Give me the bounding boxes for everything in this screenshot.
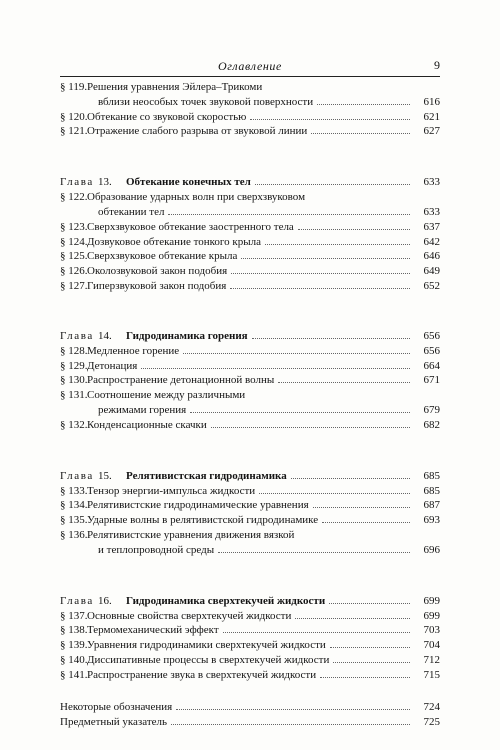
- back-matter-title: Предметный указатель: [60, 716, 168, 728]
- toc-entry-line: [60, 387, 440, 403]
- section-number: § 135.: [60, 514, 88, 526]
- leader-dots: [265, 244, 410, 245]
- section-title-line2: и теплопроводной среды: [98, 544, 215, 556]
- page-number: 685: [423, 485, 440, 497]
- toc-page: [60, 0, 440, 750]
- page-number: 664: [423, 360, 440, 372]
- section-number: § 119.: [60, 81, 88, 93]
- section-title: Ударные волны в релятивистской гидродинамике: [87, 514, 319, 526]
- section-number: § 133.: [60, 485, 88, 497]
- page-number: 712: [423, 654, 440, 666]
- section-number: § 131.: [60, 389, 88, 401]
- section-title-line1: Решения уравнения Эйлера–Трикоми: [87, 81, 263, 93]
- section-title: Сверхзвуковое обтекание крыла: [87, 250, 238, 262]
- leader-dots: [317, 104, 410, 105]
- page-number: 656: [423, 345, 440, 357]
- section-title: Дозвуковое обтекание тонкого крыла: [87, 236, 262, 248]
- leader-dots: [190, 412, 410, 413]
- leader-dots: [230, 288, 410, 289]
- section-title: Сверхзвуковое обтекание заостренного тела: [87, 221, 294, 233]
- leader-dots: [252, 338, 410, 339]
- chapter-entry: [60, 593, 440, 609]
- section-number: § 130.: [60, 374, 88, 386]
- section-title-line1: Образование ударных волн при сверхзвуковом: [87, 191, 306, 203]
- section-title: Термомеханический эффект: [87, 624, 219, 636]
- leader-dots: [231, 273, 410, 274]
- page-number: 652: [423, 280, 440, 292]
- section-title: Конденсационные скачки: [87, 419, 207, 431]
- section-number: § 139.: [60, 639, 88, 651]
- section-title: Распространение детонационной волны: [87, 374, 275, 386]
- section-title: Обтекание со звуковой скоростью: [87, 111, 247, 123]
- chapter-label: Глава: [60, 595, 94, 607]
- section-title-line1: Соотношение между различными: [87, 389, 246, 401]
- section-title: Детонация: [87, 360, 138, 372]
- leader-dots: [330, 647, 410, 648]
- page-number: 725: [423, 716, 440, 728]
- chapter-number: 14.: [98, 330, 112, 342]
- section-title: Релятивистские гидродинамические уравнения: [87, 499, 309, 511]
- page-number: 642: [423, 236, 440, 248]
- leader-dots: [250, 119, 410, 120]
- chapter-label: Глава: [60, 330, 94, 342]
- toc-entry-line: [60, 79, 440, 95]
- toc-entry: [60, 497, 440, 513]
- chapter-number: 13.: [98, 176, 112, 188]
- leader-dots: [176, 709, 410, 710]
- page-number: 671: [423, 374, 440, 386]
- page-number: 621: [423, 111, 440, 123]
- section-title-line1: Релятивистские уравнения движения вязкой: [87, 529, 295, 541]
- toc-entry: [60, 652, 440, 668]
- leader-dots: [241, 258, 410, 259]
- section-number: § 134.: [60, 499, 88, 511]
- leader-dots: [313, 507, 410, 508]
- toc-entry: [60, 622, 440, 638]
- chapter-title: Обтекание конечных тел: [126, 176, 251, 188]
- chapter-number: 16.: [98, 595, 112, 607]
- section-number: § 141.: [60, 669, 88, 681]
- page-number: 679: [423, 404, 440, 416]
- page-number: 646: [423, 250, 440, 262]
- section-number: § 125.: [60, 250, 88, 262]
- leader-dots: [171, 724, 410, 725]
- page-number: 699: [423, 595, 440, 607]
- leader-dots: [255, 184, 410, 185]
- leader-dots: [278, 382, 410, 383]
- toc-entry: [60, 94, 440, 110]
- page-number: 704: [423, 639, 440, 651]
- page-number: 633: [423, 176, 440, 188]
- page-number: 633: [423, 206, 440, 218]
- section-number: § 137.: [60, 610, 88, 622]
- page-number: 693: [423, 514, 440, 526]
- toc-entry: [60, 402, 440, 418]
- page-number: 682: [423, 419, 440, 431]
- section-number: § 140.: [60, 654, 88, 666]
- page-number: 656: [423, 330, 440, 342]
- toc-entry: [60, 263, 440, 279]
- toc-entry: [60, 278, 440, 294]
- leader-dots: [223, 632, 410, 633]
- back-matter-title: Некоторые обозначения: [60, 701, 173, 713]
- chapter-entry: [60, 174, 440, 190]
- toc-entry: [60, 512, 440, 528]
- page-number: 696: [423, 544, 440, 556]
- section-title: Околозвуковой закон подобия: [87, 265, 228, 277]
- section-number: § 138.: [60, 624, 88, 636]
- section-title: Медленное горение: [87, 345, 180, 357]
- leader-dots: [291, 478, 410, 479]
- toc-entry: [60, 248, 440, 264]
- toc-entry: [60, 542, 440, 558]
- page-number: 724: [423, 701, 440, 713]
- section-number: § 129.: [60, 360, 88, 372]
- chapter-title: Релятивистская гидродинамика: [126, 470, 287, 482]
- toc-entry: [60, 714, 440, 730]
- section-number: § 126.: [60, 265, 88, 277]
- section-title-line2: вблизи неособых точек звуковой поверхности: [98, 96, 314, 108]
- section-title: Тензор энергии-импульса жидкости: [87, 485, 256, 497]
- toc-entry: [60, 343, 440, 359]
- toc-entry: [60, 637, 440, 653]
- section-number: § 120.: [60, 111, 88, 123]
- leader-dots: [259, 493, 410, 494]
- leader-dots: [311, 133, 410, 134]
- header-page-number: 9: [434, 58, 440, 72]
- toc-entry: [60, 219, 440, 235]
- leader-dots: [295, 618, 410, 619]
- page-number: 703: [423, 624, 440, 636]
- leader-dots: [168, 214, 410, 215]
- chapter-label: Глава: [60, 176, 94, 188]
- page-number: 627: [423, 125, 440, 137]
- section-number: § 123.: [60, 221, 88, 233]
- leader-dots: [329, 603, 410, 604]
- chapter-label: Глава: [60, 470, 94, 482]
- leader-dots: [298, 229, 410, 230]
- page-number: 649: [423, 265, 440, 277]
- chapter-number: 15.: [98, 470, 112, 482]
- leader-dots: [322, 522, 410, 523]
- running-header: [60, 56, 440, 77]
- leader-dots: [141, 368, 410, 369]
- section-number: § 132.: [60, 419, 88, 431]
- toc-entry: [60, 123, 440, 139]
- section-title: Распространение звука в сверхтекучей жидкости: [87, 669, 317, 681]
- chapter-title: Гидродинамика сверхтекучей жидкости: [126, 595, 326, 607]
- page-number: 685: [423, 470, 440, 482]
- page-number: 687: [423, 499, 440, 511]
- section-title-line2: обтекании тел: [98, 206, 165, 218]
- leader-dots: [333, 662, 410, 663]
- page-number: 699: [423, 610, 440, 622]
- leader-dots: [183, 353, 410, 354]
- section-number: § 122.: [60, 191, 88, 203]
- leader-dots: [218, 552, 410, 553]
- toc-entry-line: [60, 527, 440, 543]
- chapter-title: Гидродинамика горения: [126, 330, 248, 342]
- toc-entry: [60, 699, 440, 715]
- page-number: 637: [423, 221, 440, 233]
- toc-entry: [60, 372, 440, 388]
- section-number: § 127.: [60, 280, 88, 292]
- toc-entry: [60, 667, 440, 683]
- chapter-entry: [60, 468, 440, 484]
- toc-entry-line: [60, 189, 440, 205]
- header-title: Оглавление: [218, 59, 282, 73]
- leader-dots: [320, 677, 410, 678]
- section-title: Гиперзвуковой закон подобия: [87, 280, 227, 292]
- toc-entry: [60, 417, 440, 433]
- section-title-line2: режимами горения: [98, 404, 187, 416]
- page-number: 616: [423, 96, 440, 108]
- page-number: 715: [423, 669, 440, 681]
- section-title: Основные свойства сверхтекучей жидкости: [87, 610, 292, 622]
- section-title: Диссипативные процессы в сверхтекучей жидкости: [87, 654, 330, 666]
- section-number: § 121.: [60, 125, 88, 137]
- section-number: § 124.: [60, 236, 88, 248]
- leader-dots: [211, 427, 410, 428]
- chapter-entry: [60, 328, 440, 344]
- section-title: Отражение слабого разрыва от звуковой линии: [87, 125, 308, 137]
- section-number: § 128.: [60, 345, 88, 357]
- section-number: § 136.: [60, 529, 88, 541]
- toc-entry: [60, 204, 440, 220]
- section-title: Уравнения гидродинамики сверхтекучей жидкости: [87, 639, 326, 651]
